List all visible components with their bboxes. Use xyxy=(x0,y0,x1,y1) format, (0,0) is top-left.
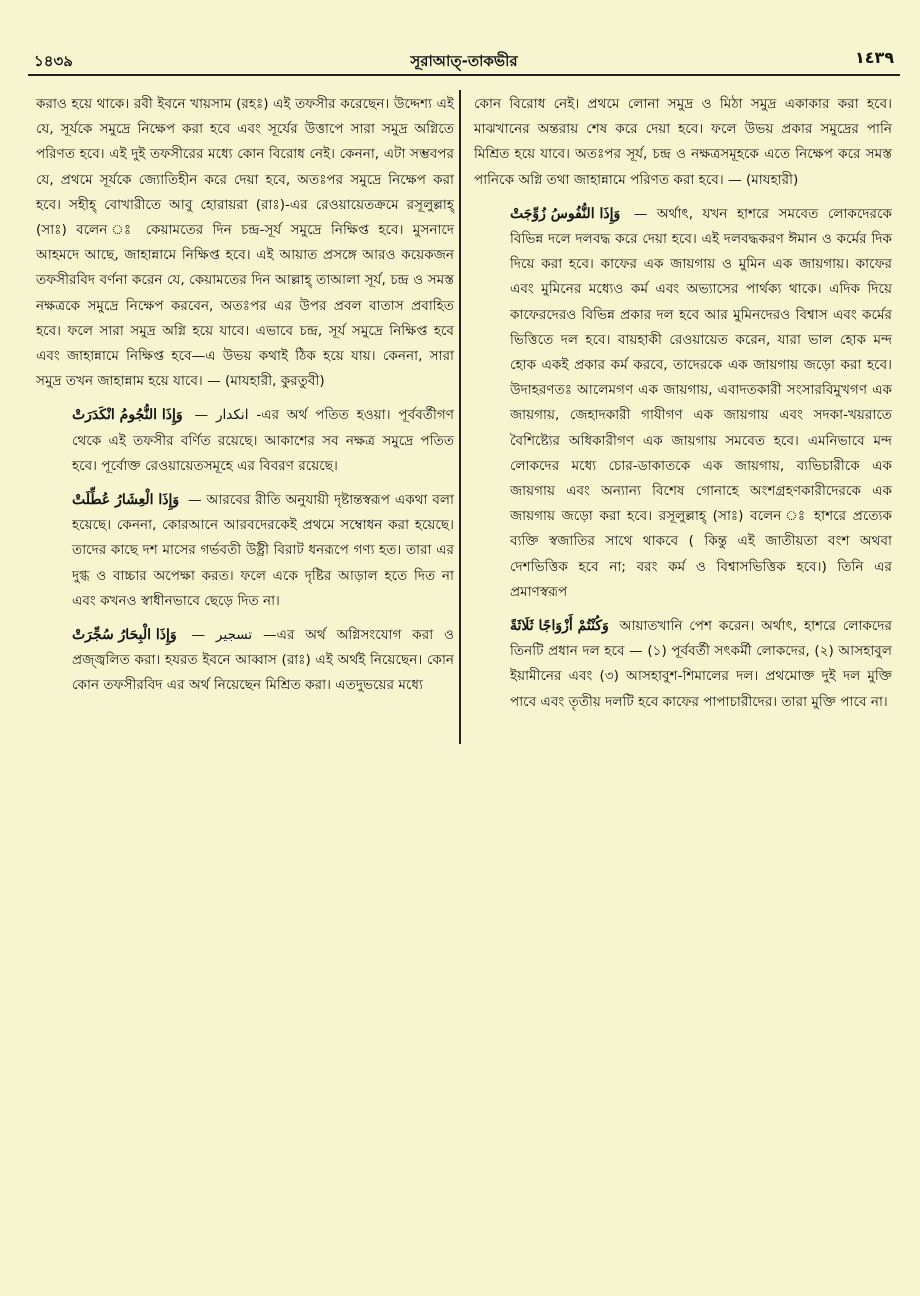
verse-arabic: وَإِذَا النُّفُوسُ زُوِّجَتْ xyxy=(510,205,621,222)
right-paragraph-3 xyxy=(474,614,892,715)
verse-commentary: — تسجير —এর অর্থ অগ্নিসংযোগ করা ও প্রজ্জ্বলিত করা। হযরত ইবনে আব্বাস (রাঃ) এই অর্থই নিয়েছেন। কোন কোন তফসীরবিদ এর অর্থ নিয়েছেন মিশ্রিত করা। এতদুভয়ের মধ্যে xyxy=(72,627,454,694)
left-paragraph-1: করাও হয়ে থাকে। রবী ইবনে খায়সাম (রহঃ) এই তফসীর করেছেন। উদ্দেশ্য এই যে, সূর্যকে সমুদ্রে নিক্ষেপ করা হবে এবং সূর্যের উত্তাপে সারা সমুদ্র অগ্নিতে পরিণত হবে। এই দুই তফসীরের মধ্যে কোন বিরোধ নেই। কেননা, এটা সম্ভবপর যে, প্রথমে সূর্যকে জ্যোতিহীন করে দেয়া হবে, অতঃপর সমুদ্রে নিক্ষেপ করা হবে। সহীহ্‌ বোখারীতে আবু হোরায়রা (রাঃ)-এর রেওয়ায়েতক্রমে রসূলুল্লাহ্‌ (সাঃ) বলেন ঃ কেয়ামতের দিন চন্দ্র-সূর্য সমুদ্রে নিক্ষিপ্ত হবে। মুসনাদে আহমদে আছে, জাহান্নামে নিক্ষিপ্ত হবে। এই আয়াত প্রসঙ্গে আরও কয়েকজন তফসীরবিদ বর্ণনা করেন যে, কেয়ামতের দিন আল্লাহ্‌ তাআলা সূর্য, চন্দ্র ও সমস্ত নক্ষত্রকে সমুদ্রে নিক্ষেপ করবেন, অতঃপর এর উপর প্রবল বাতাস প্রবাহিত হবে। ফলে সারা সমুদ্র অগ্নি হয়ে যাবে। এভাবে চন্দ্র, সূর্য সমুদ্রে নিক্ষিপ্ত হবে এবং জাহান্নামে নিক্ষিপ্ত হবে—এ উভয় কথাই ঠিক হয়ে যায়। কেননা, সারা সমুদ্র তখন জাহান্নাম হয়ে যাবে। — (মাযহারী, কুরতুবী) xyxy=(36,96,454,390)
right-paragraph-1: কোন বিরোধ নেই। প্রথমে লোনা সমুদ্র ও মিঠা সমুদ্র একাকার করা হবে। মাঝখানের অন্তরায় শেষ করে দেয়া হবে। ফলে উভয় প্রকার সমুদ্রের পানি মিশ্রিত হয়ে যাবে। অতঃপর সূর্য, চন্দ্র ও নক্ষত্রসমূহকে এতে নিক্ষেপ করে সমস্ত পানিকে অগ্নি তথা জাহান্নামে পরিণত করা হবে। — (মাযহারী) xyxy=(474,96,892,188)
verse-arabic: وَإِذَا النُّجُومُ انْكَدَرَتْ xyxy=(72,407,183,424)
page-number-arabic: ١٤٣٩ xyxy=(854,48,894,67)
left-paragraph-3 xyxy=(36,488,454,614)
verse-commentary: — انكدار -এর অর্থ পতিত হওয়া। পূর্ববর্তীগণ থেকে এই তফসীর বর্ণিত রয়েছে। আকাশের সব নক্ষত্র সমুদ্রে পতিত হবে। পূর্বোক্ত রেওয়ায়েতসমূহে এর বিবরণ রয়েছে। xyxy=(72,407,454,474)
header-rule xyxy=(28,74,900,76)
left-paragraph-2 xyxy=(36,403,454,479)
left-column xyxy=(36,92,454,708)
verse-commentary: — অর্থাৎ, যখন হাশরে সমবেত লোকদেরকে বিভিন্ন দলে দলবদ্ধ করে দেয়া হবে। এই দলবদ্ধকরণ ঈমান ও কর্মের দিক দিয়ে করা হবে। কাফের এক জায়গায় ও মুমিন এক জায়গায়। কাফের এবং মুমিনের মধ্যেও কর্ম এবং অভ্যাসের পার্থক্য থাকে। এদিক দিয়ে কাফেরদেরও বিভিন্ন প্রকার দল হবে আর মুমিনদেরও বিশ্বাস এবং কর্মের ভিত্তিতে দল হবে। বায়হাকী রেওয়ায়েত করেন, যারা ভাল হোক মন্দ হোক একই প্রকার কর্ম করবে, তাদেরকে এক জায়গায় জড়ো করা হবে। উদাহরণতঃ আলেমগণ এক জায়গায়, এবাদতকারী সংসারবিমুখগণ এক জায়গায়, জেহাদকারী গাযীগণ এক জায়গায় এবং সদকা-খয়রাতে বৈশিষ্ট্যের অধিকারীগণ এক জায়গায় সমবেত হবে। এমনিভাবে মন্দ লোকদের মধ্যে চোর-ডাকাতকে এক জায়গায়, ব্যভিচারীকে এক জায়গায় এবং অন্যান্য বিশেষ গোনাহে অংশগ্রহণকারীদেরকে এক জায়গায় জড়ো করা হবে। রসূলুল্লাহ্‌ (সাঃ) বলেন ঃ হাশরে প্রত্যেক ব্যক্তি স্বজাতির সাথে থাকবে ( কিন্তু এই জাতীয়তা বংশ অথবা দেশভিত্তিক হবে না; বরং কর্ম ও বিশ্বাসভিত্তিক হবে।) তিনি এর প্রমাণস্বরূপ xyxy=(510,205,892,600)
surah-title: সূরাআত্‌-তাকভীর xyxy=(410,52,518,70)
verse-arabic: وَإِذَا الْعِشَارُ عُطِّلَتْ xyxy=(72,492,180,509)
column-divider xyxy=(459,90,461,744)
verse-commentary: — আরবের রীতি অনুযায়ী দৃষ্টান্তস্বরূপ একথা বলা হয়েছে। কেননা, কোরআনে আরবদেরকেই প্রথমে সম্বোধন করা হয়েছে। তাদের কাছে দশ মাসের গর্ভবতী উষ্ট্রী বিরাট ধনরূপে গণ্য হত। তারা এর দুগ্ধ ও বাচ্চার অপেক্ষা করত। ফলে একে দৃষ্টির আড়াল হতে দিত না এবং কখনও স্বাধীনভাবে ছেড়ে দিত না। xyxy=(72,492,455,609)
right-column xyxy=(474,92,892,724)
right-paragraph-2 xyxy=(474,202,892,605)
verse-arabic: وَكُنْتُمْ أَزْوَاجًا ثَلَاثَةً xyxy=(510,618,609,635)
page-number-bengali: ১৪৩৯ xyxy=(34,52,73,70)
page-header xyxy=(28,48,900,76)
left-paragraph-4 xyxy=(36,623,454,699)
verse-commentary: আয়াতখানি পেশ করেন। অর্থাৎ, হাশরে লোকদের তিনটি প্রধান দল হবে — (১) পূর্ববর্তী সৎকর্মী লোকদের, (২) আসহাবুল ইয়ামীনের এবং (৩) আসহাবুশ-শিমালের দল। প্রথমোক্ত দুই দল মুক্তি পাবে এবং তৃতীয় দলটি হবে কাফের পাপাচারীদের। তারা মুক্তি পাবে না। xyxy=(510,618,892,710)
verse-arabic: وَإِذَا الْبِحَارُ سُجِّرَتْ xyxy=(72,627,177,644)
